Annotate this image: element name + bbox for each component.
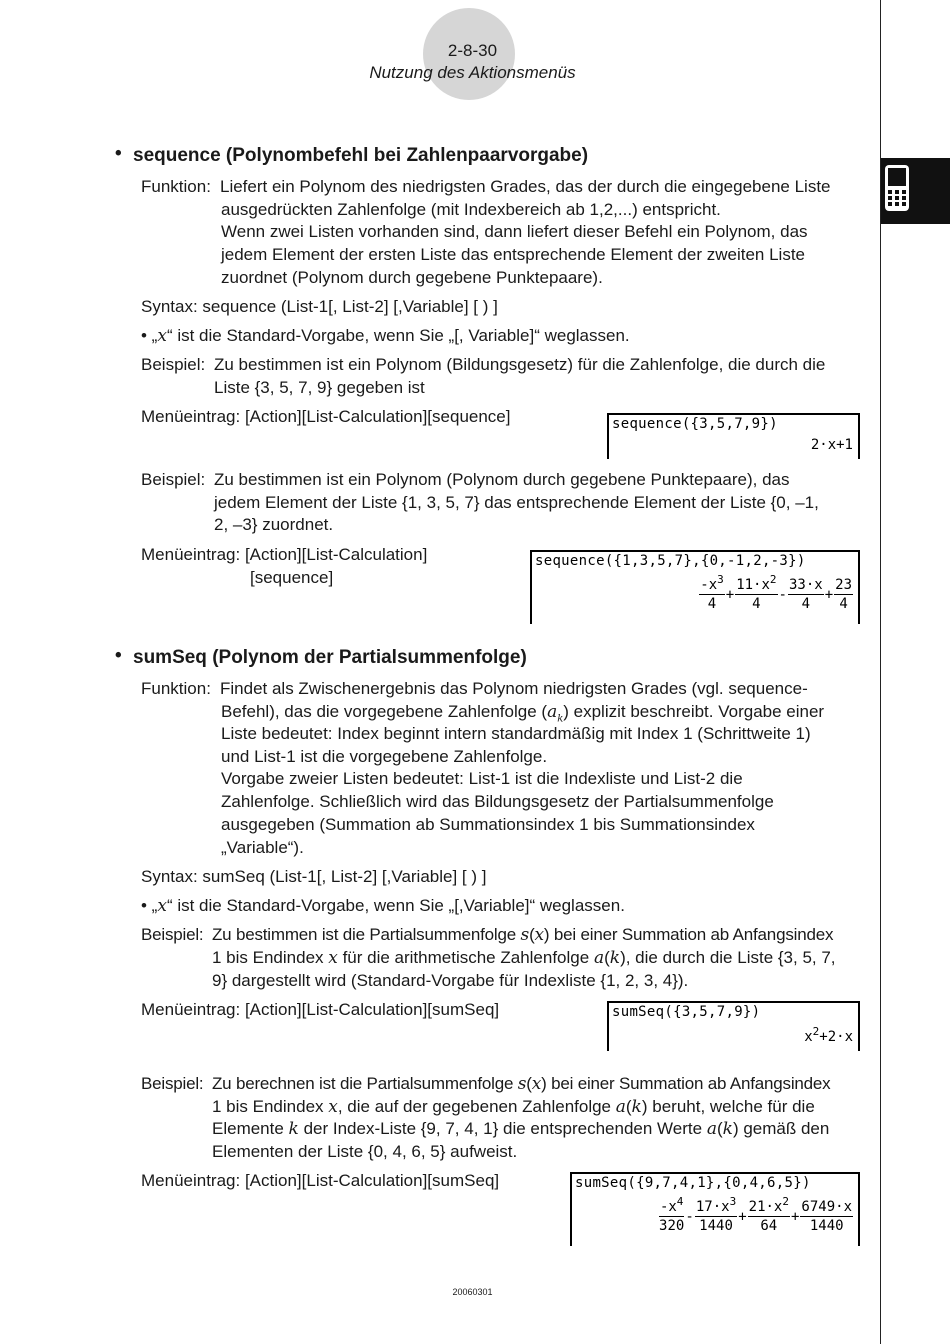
example-text-line: 1 bis Endindex x für die arithmetische Zahlenfolge a(k), die durch die Liste {3, 5, 7, <box>212 948 836 968</box>
example-label: Beispiel: <box>141 355 206 374</box>
section-bullet: • <box>115 645 122 666</box>
menu-entry: Menüeintrag: [Action][List-Calculation] <box>141 545 428 564</box>
fraction: $\frac{23}{4}$ <box>835 577 852 612</box>
function-label: Funktion: <box>141 177 211 196</box>
function-text-line: Liste bedeutet: Index beginnt intern standardmäßig mit Index 1 (Schrittweite 1) <box>221 724 811 743</box>
function-text-line: Befehl), das die vorgegebene Zahlenfolge $(a_k)$ explizit beschreibt. Vorgabe einer <box>221 702 825 725</box>
example-text-line: Zu bestimmen ist ein Polynom (Polynom durch gegebene Punktepaare), das <box>214 470 790 489</box>
menu-entry: Menüeintrag: [Action][List-Calculation][sumSeq] <box>141 1171 500 1190</box>
example-text-line: Zu bestimmen ist ein Polynom (Bildungsgesetz) für die Zahlenfolge, die durch die <box>214 355 826 374</box>
calculator-screen <box>607 413 860 459</box>
syntax-line: Syntax: sumSeq (List-1[, List-2] [,Variable] [ ) ] <box>141 867 487 886</box>
calculator-icon <box>884 164 910 212</box>
calculator-screen <box>530 550 860 624</box>
section-heading-sequence: sequence (Polynombefehl bei Zahlenpaarvorgabe) <box>133 145 589 166</box>
default-note: • „x“ ist die Standard-Vorgabe, wenn Sie „[, Variable]“ weglassen. <box>141 326 630 346</box>
calculator-screen <box>607 1001 860 1051</box>
function-text-line: ausgegeben (Summation ab Summationsindex 1 bis Summationsindex <box>221 815 755 834</box>
example-text-line: Liste {3, 5, 7, 9} gegeben ist <box>214 378 425 397</box>
screen-input: sumSeq({9,7,4,1},{0,4,6,5}) <box>575 1175 811 1191</box>
fraction: $\frac{6749\cdot x}{1440}$ <box>801 1199 852 1234</box>
example-text-line: jedem Element der Liste {1, 3, 5, 7} das entsprechende Element der Liste {0, –1, <box>214 493 819 512</box>
example-text-line: 2, –3} zuordnet. <box>214 515 334 534</box>
example-label: Beispiel: <box>141 1074 204 1093</box>
fraction: $\frac{-x^3}{4}$ <box>700 573 724 612</box>
function-label: Funktion: <box>141 679 211 698</box>
page-title: Nutzung des Aktionsmenüs <box>369 63 576 82</box>
syntax-line: Syntax: sequence (List-1[, List-2] [,Variable] [ ) ] <box>141 297 498 316</box>
screen-output: 2·x+1 <box>810 437 853 453</box>
function-text-line: „Variable“). <box>221 838 304 857</box>
menu-entry: Menüeintrag: [Action][List-Calculation][sequence] <box>141 407 511 426</box>
function-text-line: und List-1 ist die vorgegebene Zahlenfolge. <box>221 747 548 766</box>
default-note: • „x“ ist die Standard-Vorgabe, wenn Sie „[,Variable]“ weglassen. <box>141 896 625 916</box>
screen-input: sumSeq({3,5,7,9}) <box>612 1004 761 1020</box>
section-heading-sumseq: sumSeq (Polynom der Partialsummenfolge) <box>133 647 527 668</box>
screen-input: sequence({1,3,5,7},{0,-1,2,-3}) <box>535 553 806 569</box>
screen-output: $x^2+2\cdot x$ <box>804 1025 853 1045</box>
example-text-line: 9} dargestellt wird (Standard-Vorgabe für Indexliste {1, 2, 3, 4}). <box>212 971 689 990</box>
example-text-line: Elementen der Liste {0, 4, 6, 5} aufweist. <box>212 1142 518 1161</box>
footer-code: 20060301 <box>452 1287 493 1297</box>
fraction: $\frac{17\cdot x^3}{1440}$ <box>695 1195 737 1234</box>
menu-entry: Menüeintrag: [Action][List-Calculation][sumSeq] <box>141 1000 500 1019</box>
example-text-line: Zu bestimmen ist die Partialsummenfolge s(x) bei einer Summation ab Anfangsindex <box>212 925 834 945</box>
menu-entry-continued: [sequence] <box>250 568 334 587</box>
fraction: $\frac{21\cdot x^2}{64}$ <box>748 1195 789 1234</box>
screen-output: $\frac{-x^4}{320}$ - $\frac{17\cdot x^3}{1440}$ + $\frac{21\cdot x^2}{64}$ + $\frac{6749\cdot x}{1440}$ <box>659 1195 852 1234</box>
function-text-line: Vorgabe zweier Listen bedeutet: List-1 ist die Indexliste und List-2 die <box>221 769 743 788</box>
screen-input: sequence({3,5,7,9}) <box>612 416 778 432</box>
example-text-line: Elemente k der Index-Liste {9, 7, 4, 1} die entsprechenden Werte a(k) gemäß den <box>212 1119 830 1139</box>
function-text-line: jedem Element der ersten Liste das entsprechende Element der zweiten Liste <box>221 245 805 264</box>
fraction: $\frac{11\cdot x^2}{4}$ <box>736 573 777 612</box>
section-bullet: • <box>115 143 122 164</box>
fraction: $\frac{-x^4}{320}$ <box>659 1195 685 1234</box>
function-text-line: Liefert ein Polynom des niedrigsten Grades, das der durch die eingegebene Liste <box>220 177 831 196</box>
page-number: 2-8-30 <box>447 41 498 60</box>
example-text-line: Zu berechnen ist die Partialsummenfolge s(x) bei einer Summation ab Anfangsindex <box>212 1074 831 1094</box>
function-text-line: ausgedrückten Zahlenfolge (mit Indexbereich ab 1,2,...) entspricht. <box>221 200 721 219</box>
example-text-line: 1 bis Endindex x, die auf der gegebenen Zahlenfolge a(k) beruht, welche für die <box>212 1097 815 1117</box>
function-text-line: zuordnet (Polynom durch gegebene Punktepaare). <box>221 268 603 287</box>
function-text-line: Zahlenfolge. Schließlich wird das Bildungsgesetz der Partialsummenfolge <box>221 792 774 811</box>
example-label: Beispiel: <box>141 470 206 489</box>
function-text-line: Wenn zwei Listen vorhanden sind, dann liefert dieser Befehl ein Polynom, das <box>221 222 808 241</box>
fraction: $\frac{33\cdot x}{4}$ <box>788 577 823 612</box>
example-label: Beispiel: <box>141 925 204 944</box>
calculator-screen <box>570 1172 860 1246</box>
function-text-line: Findet als Zwischenergebnis das Polynom niedrigsten Grades (vgl. sequence- <box>220 679 808 698</box>
screen-output: $\frac{-x^3}{4}$ + $\frac{11\cdot x^2}{4}$ - $\frac{33\cdot x}{4}$ + $\frac{23}{4}$ <box>700 573 852 612</box>
